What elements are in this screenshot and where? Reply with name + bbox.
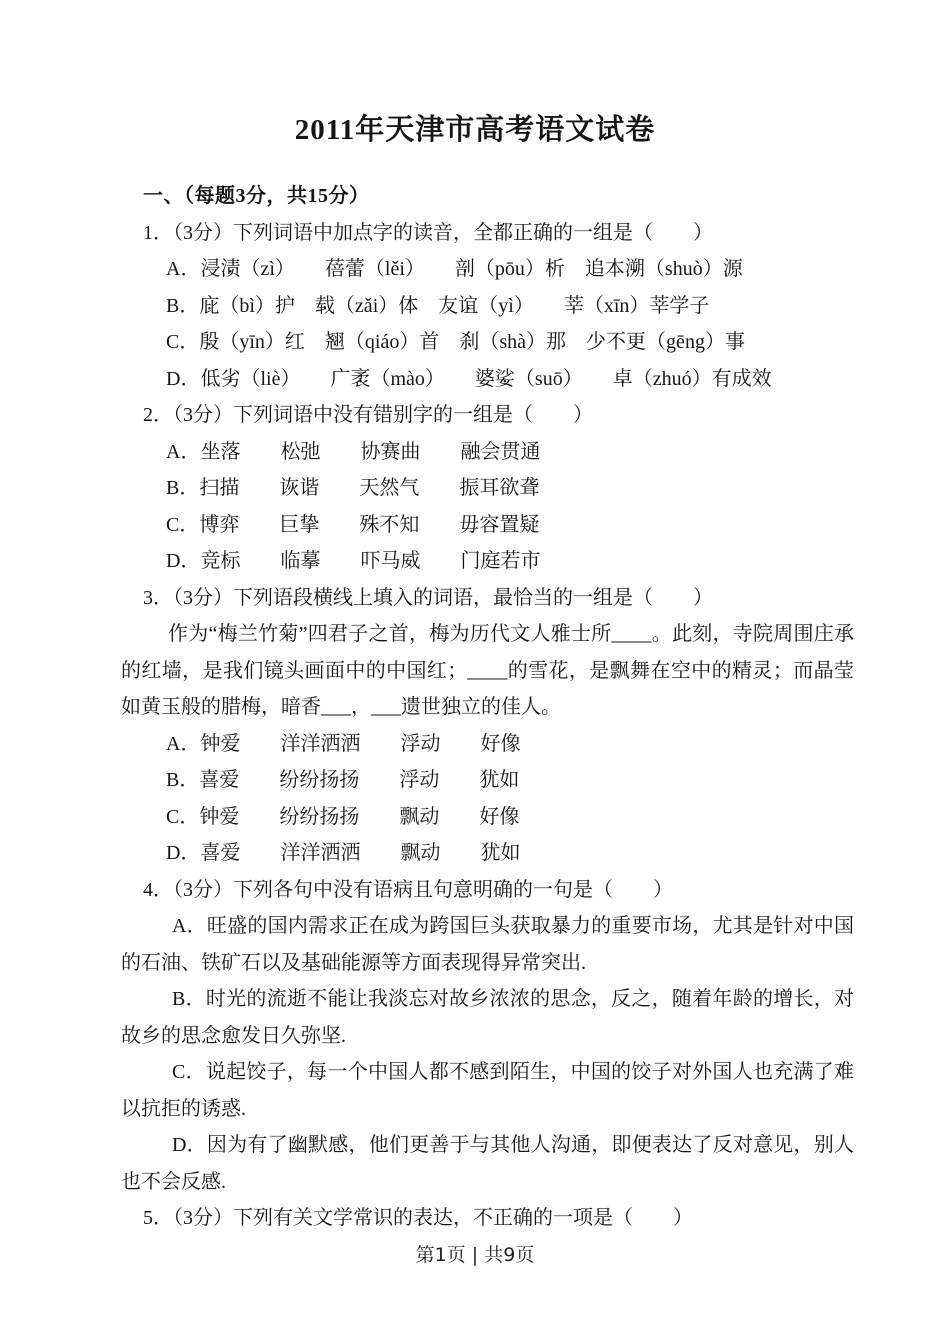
question-stem-text: （3分）下列语段横线上填入的词语，最恰当的一组是（ ） bbox=[173, 586, 713, 609]
question-1-option-a bbox=[121, 251, 854, 288]
option-text: 时光的流逝不能让我淡忘对故乡浓浓的思念，反之，随着年龄的增长，对故乡的思念愈发日久弥坚. bbox=[121, 988, 855, 1047]
question-stem-text: （3分）下列有关文学常识的表达，不正确的一项是（ ） bbox=[173, 1207, 693, 1229]
option-label: D． bbox=[166, 550, 201, 572]
question-4-option-a bbox=[121, 908, 854, 981]
page-title: 2011年天津市高考语文试卷 bbox=[294, 114, 656, 146]
option-text: 钟爱 纷纷扬扬 飘动 好像 bbox=[199, 805, 520, 828]
option-label: C． bbox=[172, 1061, 206, 1083]
question-3-option-b bbox=[121, 762, 854, 799]
question-number: 5． bbox=[143, 1207, 173, 1229]
page-footer: 第1页 | 共9页 bbox=[415, 1244, 535, 1266]
question-number: 3． bbox=[143, 586, 173, 609]
option-label: D． bbox=[166, 842, 201, 864]
option-text: 喜爱 纷纷扬扬 浮动 犹如 bbox=[199, 769, 520, 791]
question-4-option-c bbox=[121, 1054, 854, 1127]
question-3-stem bbox=[121, 580, 854, 617]
question-4-option-b bbox=[121, 981, 854, 1054]
question-3-option-c bbox=[121, 799, 854, 836]
option-text: 博弈 巨挚 殊不知 毋容置疑 bbox=[199, 513, 540, 536]
option-text: 低劣 •（liè） 广袤 •（mào） 婆娑 •（suō） 卓 •（zhuó）有成效 bbox=[200, 368, 771, 390]
question-4-stem bbox=[121, 872, 854, 909]
exam-content bbox=[0, 150, 950, 1237]
option-text: 说起饺子，每一个中国人都不感到陌生，中国的饺子对外国人也充满了难以抗拒的诱惑. bbox=[121, 1061, 855, 1120]
option-label: D． bbox=[166, 367, 201, 390]
option-label: B． bbox=[166, 477, 200, 499]
question-stem-text: （3分）下列词语中加点字的读音，全都正确的一组是（ ） bbox=[173, 221, 713, 244]
option-label: B． bbox=[166, 294, 200, 317]
question-2-option-a bbox=[121, 434, 854, 471]
question-2-stem bbox=[121, 397, 854, 434]
question-3-option-d bbox=[121, 835, 854, 872]
question-2-option-d bbox=[121, 543, 854, 580]
option-label: B． bbox=[172, 988, 206, 1010]
option-label: C． bbox=[166, 513, 200, 536]
option-text: 殷 •（yīn）红 翘 •（qiáo）首 刹 •（shà）那 少不更 •（gēng）事 bbox=[199, 331, 745, 353]
question-1-option-b bbox=[121, 288, 854, 325]
option-label: A． bbox=[166, 732, 201, 755]
question-number: 4． bbox=[143, 878, 173, 901]
option-text: 竞标 临摹 吓马威 门庭若市 bbox=[200, 550, 541, 572]
question-stem-text: （3分）下列词语中没有错别字的一组是（ ） bbox=[173, 404, 593, 426]
option-label: A． bbox=[166, 258, 201, 280]
option-text: 喜爱 洋洋洒洒 飘动 犹如 bbox=[200, 842, 521, 864]
option-label: C． bbox=[166, 331, 200, 353]
question-stem-text: （3分）下列各句中没有语病且句意明确的一句是（ ） bbox=[173, 878, 673, 901]
option-text: 旺盛的国内需求正在成为跨国巨头获取暴力的重要市场，尤其是针对中国的石油、铁矿石以及基础能源等方面表现得异常突出. bbox=[121, 915, 854, 974]
question-number: 2． bbox=[143, 404, 173, 426]
option-text: 钟爱 洋洋洒洒 浮动 好像 bbox=[200, 732, 521, 755]
question-5-stem bbox=[121, 1200, 854, 1237]
question-1-stem bbox=[121, 215, 854, 252]
option-text: 扫描 诙谐 天然气 振耳欲聋 bbox=[199, 477, 540, 499]
section-heading: 一、（每题3分，共15分） bbox=[143, 185, 370, 207]
option-label: B． bbox=[166, 769, 200, 791]
option-text: 庇 •（bì）护 载 •（zǎi）体 友谊 •（yì） 莘 •（xīn）莘学子 bbox=[199, 295, 709, 317]
question-1-option-d bbox=[121, 361, 854, 398]
question-3-option-a bbox=[121, 726, 854, 763]
option-text: 因为有了幽默感，他们更善于与其他人沟通，即便表达了反对意见，别人也不会反感. bbox=[121, 1134, 854, 1193]
option-text: 坐落 松弛 协赛曲 融会贯通 bbox=[200, 440, 541, 463]
option-label: A． bbox=[166, 440, 201, 463]
question-4-option-d bbox=[121, 1127, 854, 1200]
option-label: D． bbox=[172, 1134, 207, 1156]
question-1-option-c bbox=[121, 324, 854, 361]
option-label: C． bbox=[166, 805, 200, 828]
option-text: 浸渍 •（zì） 蓓蕾 •（lěi） 剖 •（pōu）析 追本溯 •（shuò）源 bbox=[200, 258, 742, 280]
question-2-option-b bbox=[121, 470, 854, 507]
option-label: A． bbox=[172, 915, 207, 937]
question-3-passage: 作为“梅兰竹菊”四君子之首，梅为历代文人雅士所____。此刻，寺院周围庄承的红墙，是我们镜头画面中的中国红；____的雪花，是飘舞在空中的精灵；而晶莹如黄玉般的腊梅，暗香___，___遗世独立的佳人。 bbox=[121, 623, 854, 718]
question-2-option-c bbox=[121, 507, 854, 544]
question-number: 1． bbox=[143, 221, 173, 244]
